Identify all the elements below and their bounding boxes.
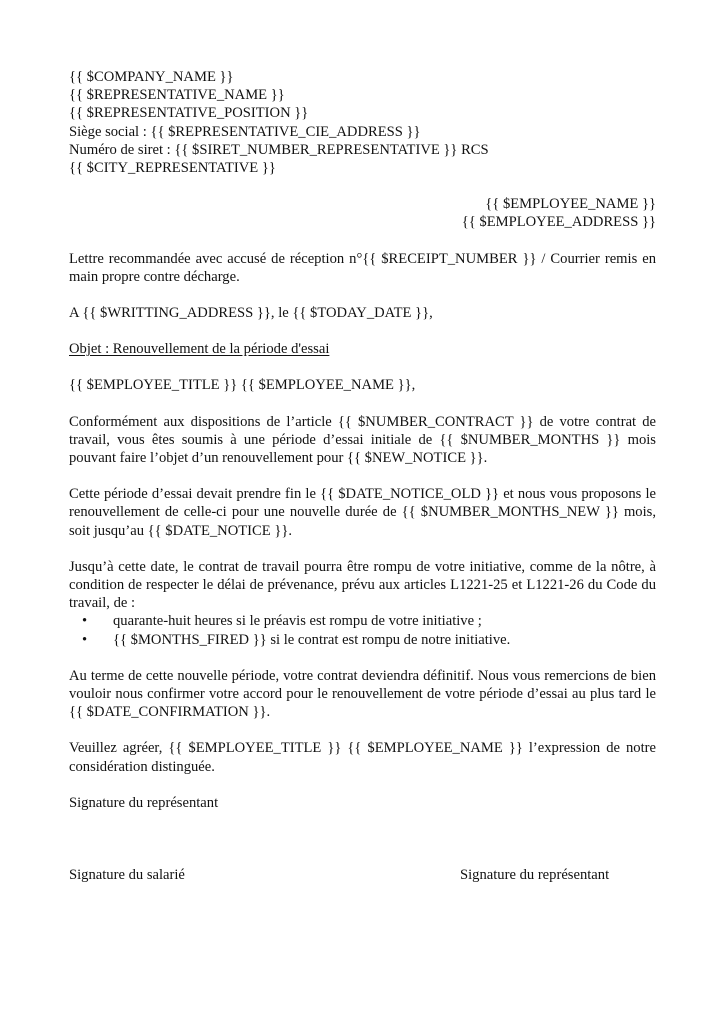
paragraph-confirmation: Au terme de cette nouvelle période, votre contrat deviendra définitif. Nous vous remercions de bien vouloir nous confirmer votre accord pour le renouvellement de votre période d’essai au plus tard le {{ $DATE_CONFIRMATION }}. bbox=[69, 667, 656, 721]
subject-line: Objet : Renouvellement de la période d'essai bbox=[69, 341, 330, 358]
paragraph-notice-period: Jusqu’à cette date, le contrat de travail pourra être rompu de votre initiative, comme de la nôtre, à condition de respecter le délai de prévenance, prévu aux articles L1221-25 et L1221-26 du Code du travail, de : bbox=[69, 558, 656, 612]
company-name: {{ $COMPANY_NAME }} bbox=[69, 69, 234, 85]
representative-signature-label: Signature du représentant bbox=[69, 794, 219, 811]
recipient-name: {{ $EMPLOYEE_NAME }} bbox=[485, 196, 656, 213]
representative-position: {{ $REPRESENTATIVE_POSITION }} bbox=[69, 105, 309, 122]
signature-row bbox=[69, 866, 656, 884]
list-item bbox=[69, 612, 656, 630]
list-item bbox=[69, 631, 656, 649]
recipient-address: {{ $EMPLOYEE_ADDRESS }} bbox=[461, 214, 656, 231]
salutation: {{ $EMPLOYEE_TITLE }} {{ $EMPLOYEE_NAME }}, bbox=[69, 377, 416, 394]
bullet-icon: • bbox=[82, 613, 88, 630]
paragraph-trial-renewal: Cette période d’essai devait prendre fin le {{ $DATE_NOTICE_OLD }} et nous vous proposons le renouvellement de celle-ci pour une nouvelle durée de {{ $NUMBER_MONTHS_NEW }} mois, soit jusqu’au {{ $DATE_NOTICE }}. bbox=[69, 486, 656, 539]
representative-signature-footer-label: Signature du représentant bbox=[460, 867, 610, 884]
bullet-icon: • bbox=[82, 631, 88, 648]
list-item-text: quarante-huit heures si le préavis est rompu de votre initiative ; bbox=[113, 613, 482, 630]
sender-city: {{ $CITY_REPRESENTATIVE }} bbox=[69, 160, 276, 177]
sender-block bbox=[69, 68, 656, 177]
representative-name: {{ $REPRESENTATIVE_NAME }} bbox=[69, 87, 285, 104]
closing-formula: Veuillez agréer, {{ $EMPLOYEE_TITLE }} {{ $EMPLOYEE_NAME }} l’expression de notre considération distinguée. bbox=[69, 740, 656, 775]
head-office-address: Siège social : {{ $REPRESENTATIVE_CIE_ADDRESS }} bbox=[69, 123, 421, 140]
place-and-date: A {{ $WRITTING_ADDRESS }}, le {{ $TODAY_DATE }}, bbox=[69, 305, 433, 322]
paragraph-contract-article: Conformément aux dispositions de l’article {{ $NUMBER_CONTRACT }} de votre contrat de travail, vous êtes soumis à une période d’essai initiale de {{ $NUMBER_MONTHS }} mois pouvant faire l’objet d’un renouvellement pour {{ $NEW_NOTICE }}. bbox=[69, 413, 656, 467]
notice-list bbox=[69, 612, 656, 648]
recipient-block bbox=[69, 195, 656, 231]
delivery-mode: Lettre recommandée avec accusé de réception n°{{ $RECEIPT_NUMBER }} / Courrier remis en main propre contre décharge. bbox=[69, 250, 656, 285]
employee-signature-label: Signature du salarié bbox=[69, 867, 185, 884]
siret-number: Numéro de siret : {{ $SIRET_NUMBER_REPRESENTATIVE }} RCS bbox=[69, 141, 489, 158]
list-item-text: {{ $MONTHS_FIRED }} si le contrat est rompu de notre initiative. bbox=[113, 631, 511, 648]
